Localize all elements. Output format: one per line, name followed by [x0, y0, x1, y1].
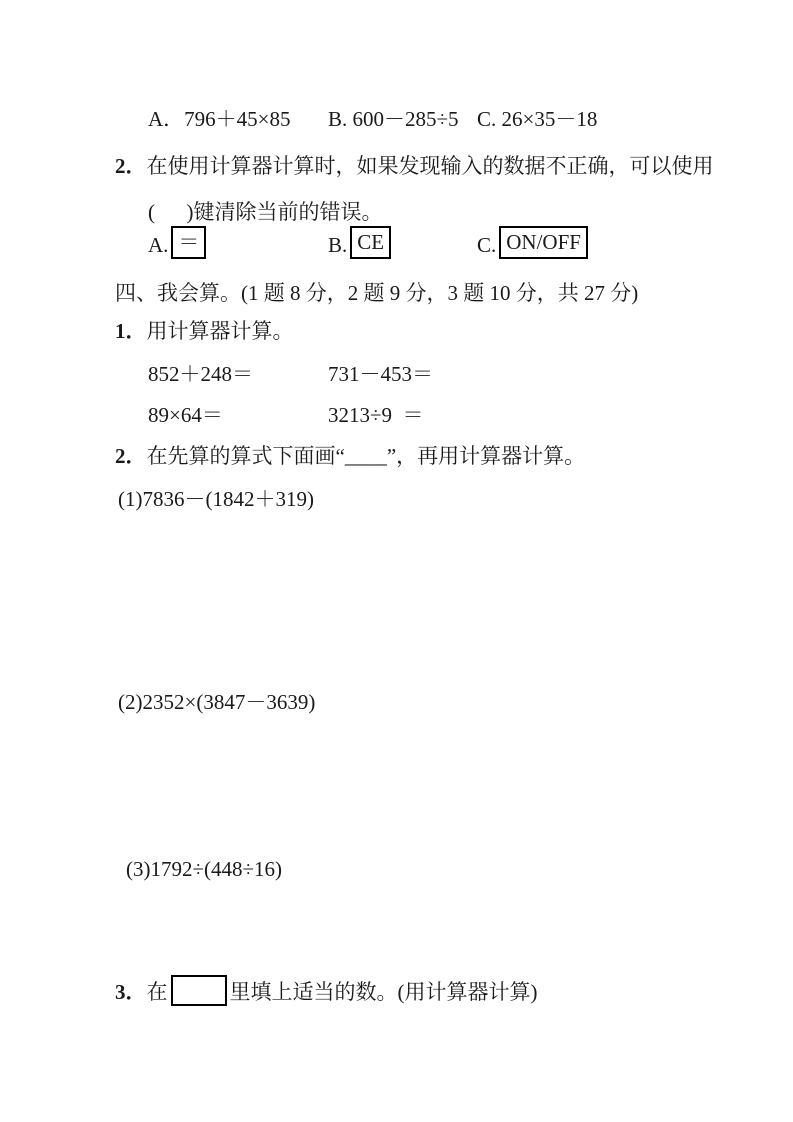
ce-key-box: CE	[350, 226, 391, 259]
question-2-number: 2．	[115, 154, 147, 178]
key-option-a	[148, 226, 206, 259]
s4-question-3-text-before: 在	[146, 979, 168, 1004]
key-option-c-label: C.	[477, 233, 497, 258]
s4-q2-part-1: (1)7836－(1842＋319)	[118, 487, 314, 511]
question-2-line2: ( )键清除当前的错误。	[148, 200, 383, 224]
s4-q2-part-3: (3)1792÷(448÷16)	[126, 857, 283, 881]
mc-option-b: B. 600－285÷5	[328, 107, 459, 131]
key-option-b	[328, 226, 391, 259]
s4-question-2-number: 2．	[115, 444, 147, 468]
s4-q2-part-2: (2)2352×(3847－3639)	[118, 690, 316, 714]
s4-question-2-label	[115, 440, 585, 470]
mc-option-c: C. 26×35－18	[477, 107, 598, 131]
onoff-key-box: ON/OFF	[499, 226, 588, 259]
s4-question-3	[115, 975, 538, 1006]
s4-question-2-text: 在先算的算式下面画“____”，再用计算器计算。	[146, 444, 586, 468]
expression-1: 852＋248＝	[148, 362, 253, 386]
equals-key-box: ＝	[171, 226, 206, 259]
key-option-b-label: B.	[328, 233, 348, 258]
answer-box	[171, 975, 227, 1006]
key-option-a-label: A.	[148, 233, 169, 258]
question-2-line1	[115, 150, 714, 180]
s4-question-3-text-after: 里填上适当的数。(用计算器计算)	[229, 979, 538, 1004]
key-option-c	[477, 226, 588, 259]
s4-question-1-number: 1．	[115, 319, 147, 343]
mc-option-a: A．796＋45×85	[148, 107, 291, 131]
question-2-text: 在使用计算器计算时，如果发现输入的数据不正确，可以使用	[146, 154, 714, 178]
s4-question-1-text: 用计算器计算。	[146, 319, 294, 343]
expression-3: 89×64＝	[148, 403, 223, 427]
s4-question-1-label	[115, 315, 294, 345]
expression-2: 731－453＝	[328, 362, 433, 386]
s4-question-3-number: 3．	[115, 979, 147, 1004]
expression-4: 3213÷9 ＝	[328, 403, 424, 427]
section-4-header: 四、我会算。(1 题 8 分，2 题 9 分，3 题 10 分，共 27 分)	[115, 281, 639, 305]
